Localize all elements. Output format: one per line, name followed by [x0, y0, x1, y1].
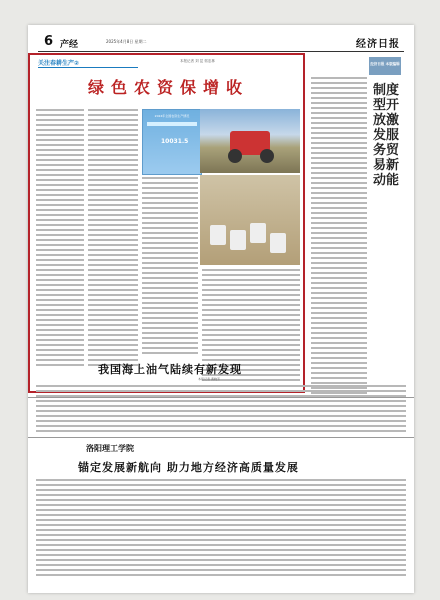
section-name: 产经 [60, 40, 79, 50]
fertilizer-photo [200, 175, 300, 265]
section2-byline: 本报记者 黄晓芳 [198, 377, 220, 381]
right-headline: 制度型开放激发服务贸易新动能 [373, 83, 400, 188]
university-headline: 锚定发展新航向 助力地方经济高质量发展 [78, 461, 299, 474]
tractor-wheel [260, 149, 274, 163]
masthead [38, 35, 404, 52]
university-name: 洛阳理工学院 [86, 443, 134, 453]
right-column [309, 53, 404, 398]
tractor-wheel [228, 149, 242, 163]
newspaper-page [28, 25, 414, 593]
kicker-rule [38, 67, 138, 68]
university-feature [28, 439, 414, 593]
right-kicker: 经济日报 本版编辑 [369, 57, 401, 75]
page-number: 6 [44, 34, 54, 49]
infographic-bar [147, 122, 197, 126]
feature-byline: 本报记者 刘 昆 郭忠林 [180, 59, 215, 63]
feature-body-col-2 [88, 109, 138, 369]
section2-body [36, 385, 406, 435]
infographic-title: 2024年全国农资生产情况 [154, 114, 190, 118]
infographic-value: 10031.5 [161, 138, 189, 145]
data-infographic [142, 109, 202, 175]
section2-headline: 我国海上油气陆续有新发现 [98, 363, 242, 376]
feature-headline: 绿色农资保增收 [88, 78, 250, 97]
feature-kicker: 关注春耕生产② [38, 60, 80, 67]
newspaper-logo: 经济日报 [356, 39, 400, 50]
issue-date: 2025年4月8日 星期二 [106, 39, 147, 44]
feature-body-col-1 [36, 109, 84, 369]
feature-body-col-3 [142, 177, 198, 357]
section-divider [28, 437, 414, 438]
right-column-body [311, 77, 367, 397]
feature-article-highlight[interactable] [28, 53, 305, 393]
tractor-photo [200, 109, 300, 173]
university-body [36, 479, 406, 579]
